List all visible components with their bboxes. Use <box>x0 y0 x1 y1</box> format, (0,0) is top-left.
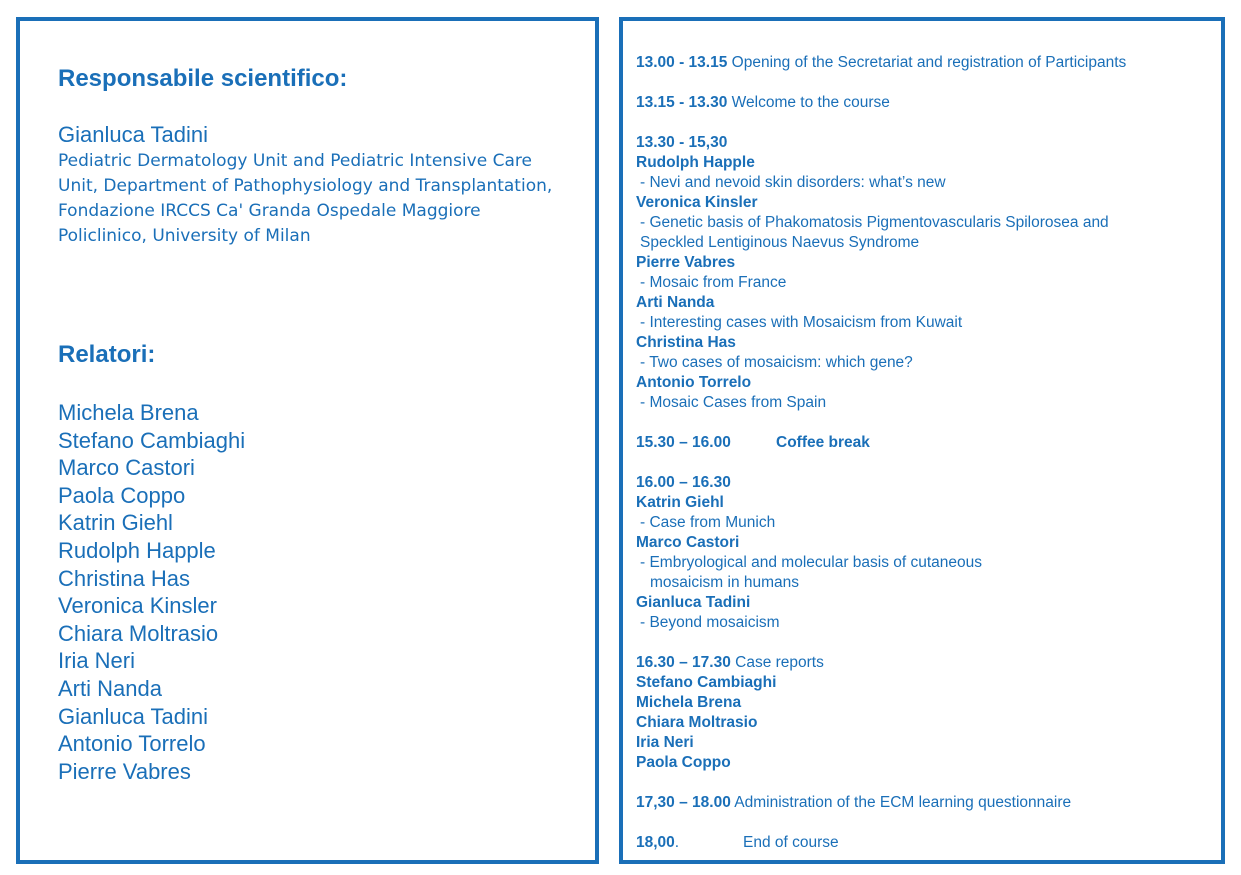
responsabile-affiliation: Pediatric Dermatology Unit and Pediatric Intensive Care Unit, Department of Pathophysiology and Transplantation, Fondazione IRCCS Ca' Granda Ospedale Maggiore Policlinico, University of Milan <box>58 151 553 246</box>
time-slot: 15.30 – 16.00 <box>636 434 731 451</box>
time-slot: 16.00 – 16.30 <box>636 474 731 491</box>
talk-title-continued: mosaicism in humans <box>650 574 800 591</box>
schedule-entry <box>636 433 1221 453</box>
speaker: Antonio Torrelo <box>636 374 752 391</box>
time-slot: 17,30 – 18.00 <box>636 794 731 811</box>
speaker-name: Michela Brena <box>58 400 199 425</box>
program-schedule <box>636 53 1221 853</box>
speaker-name: Veronica Kinsler <box>58 593 217 619</box>
time-dot: . <box>674 834 680 851</box>
talk-title: - Mosaic from France <box>640 274 787 291</box>
speaker-name: Gianluca Tadini <box>58 703 209 729</box>
speaker: Arti Nanda <box>636 294 715 311</box>
speaker: Pierre Vabres <box>636 254 736 271</box>
speaker-name: Iria Neri <box>58 648 136 674</box>
speaker-name: Stefano Cambiaghi <box>58 427 246 453</box>
relatori-list <box>58 399 245 785</box>
break-title: Coffee break <box>776 434 870 451</box>
speaker-name: Marco Castori <box>58 455 195 481</box>
talk-title: - Beyond mosaicism <box>640 614 780 631</box>
talk-title: - Genetic basis of Phakomatosis Pigmentovascularis Spilorosea and <box>640 214 1109 231</box>
speaker-name: Arti Nanda <box>58 675 162 701</box>
schedule-entry <box>636 53 1221 73</box>
talk-title: - Interesting cases with Mosaicism from Kuwait <box>640 314 963 331</box>
talk-title-continued: Speckled Lentiginous Naevus Syndrome <box>640 234 920 251</box>
speaker: Chiara Moltrasio <box>636 714 758 731</box>
speaker-name: Chiara Moltrasio <box>58 620 219 646</box>
speaker-name: Katrin Giehl <box>58 510 173 536</box>
speaker: Paola Coppo <box>636 754 731 771</box>
speaker: Marco Castori <box>636 534 740 551</box>
session-title: Welcome to the course <box>731 94 890 111</box>
schedule-entry <box>636 793 1221 813</box>
schedule-entry <box>636 653 1221 673</box>
speaker-name: Paola Coppo <box>58 482 186 508</box>
responsabile-name: Gianluca Tadini <box>58 122 209 147</box>
speaker: Christina Has <box>636 334 736 351</box>
relatori-heading: Relatori: <box>58 341 156 368</box>
session-title: Opening of the Secretariat and registration of Participants <box>731 54 1127 71</box>
responsabile-heading: Responsabile scientifico: <box>58 65 348 92</box>
talk-title: - Case from Munich <box>640 514 776 531</box>
schedule-entry <box>636 93 1221 113</box>
speaker: Katrin Giehl <box>636 494 724 511</box>
talk-title: - Nevi and nevoid skin disorders: what’s new <box>640 174 946 191</box>
speaker: Stefano Cambiaghi <box>636 674 777 691</box>
time-slot: 13.30 - 15,30 <box>636 134 728 151</box>
left-panel <box>16 17 599 864</box>
time-slot: 13.00 - 13.15 <box>636 54 728 71</box>
time-slot: 18,00 <box>636 834 675 851</box>
talk-title: - Embryological and molecular basis of cutaneous <box>640 554 983 571</box>
talk-title: - Mosaic Cases from Spain <box>640 394 827 411</box>
time-slot: 13.15 - 13.30 <box>636 94 728 111</box>
session-title: Case reports <box>735 654 824 671</box>
schedule-entry <box>636 833 1221 853</box>
speaker: Iria Neri <box>636 734 694 751</box>
session-title: Administration of the ECM learning questionnaire <box>734 794 1072 811</box>
time-slot: 16.30 – 17.30 <box>636 654 731 671</box>
speaker: Veronica Kinsler <box>636 194 758 211</box>
speaker-name: Rudolph Happle <box>58 537 216 563</box>
speaker: Gianluca Tadini <box>636 594 751 611</box>
session-title: End of course <box>743 834 839 851</box>
program-panel <box>619 17 1225 864</box>
speaker-name: Antonio Torrelo <box>58 731 206 757</box>
speaker: Rudolph Happle <box>636 154 755 171</box>
speaker: Michela Brena <box>636 694 742 711</box>
talk-title: - Two cases of mosaicism: which gene? <box>640 354 913 371</box>
speaker-name: Pierre Vabres <box>58 758 191 784</box>
speaker-name: Christina Has <box>58 565 191 591</box>
